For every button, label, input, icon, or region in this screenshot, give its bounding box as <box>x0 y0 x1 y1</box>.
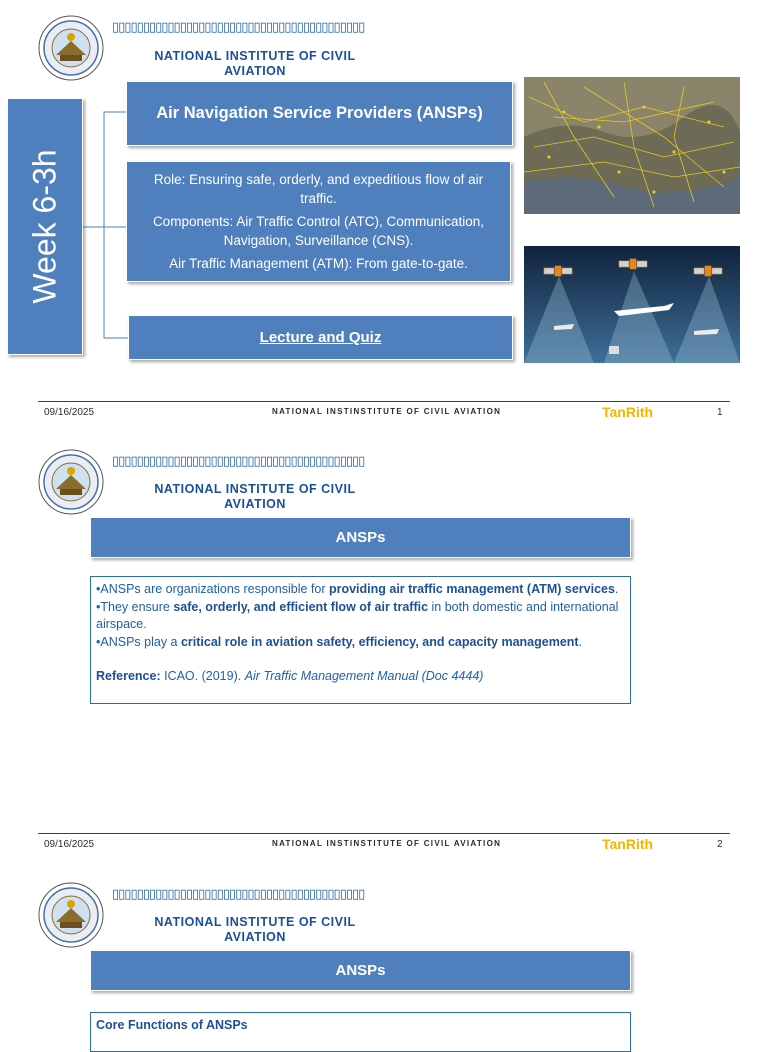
bullet-1: •ANSPs are organizations responsible for providing air traffic management (ATM) services. <box>96 582 619 596</box>
ansp-content-box <box>90 576 631 704</box>
air-traffic-map-image <box>524 77 740 214</box>
week-label-box <box>7 98 83 355</box>
khmer-title: ▯▯▯▯▯▯▯▯▯▯▯▯▯▯▯▯▯▯▯▯▯▯▯▯▯▯▯▯▯▯▯▯▯▯▯▯▯▯▯▯▯ <box>112 887 365 902</box>
footer-page-number: 2 <box>717 839 723 850</box>
reference: Reference: ICAO. (2019). Air Traffic Management Manual (Doc 4444) <box>96 669 484 683</box>
core-functions-heading: Core Functions of ANSPs <box>96 1018 248 1032</box>
institute-line-2: AVIATION <box>224 64 286 78</box>
lecture-quiz-box[interactable] <box>128 315 513 360</box>
slide-3 <box>0 866 768 1032</box>
bullet-2: •They ensure safe, orderly, and efficient flow of air traffic in both domestic and international airspace. <box>96 599 619 631</box>
slide-title: ANSPs <box>335 529 386 546</box>
bullet-3: •ANSPs play a critical role in aviation safety, efficiency, and capacity management. <box>96 634 583 649</box>
slide-1 <box>0 0 768 430</box>
institute-name <box>140 915 370 945</box>
ansp-title: Air Navigation Service Providers (ANSPs) <box>156 104 483 122</box>
khmer-title: ▯▯▯▯▯▯▯▯▯▯▯▯▯▯▯▯▯▯▯▯▯▯▯▯▯▯▯▯▯▯▯▯▯▯▯▯▯▯▯▯▯ <box>112 454 365 469</box>
footer-institute: NATIONAL INSTINSTITUTE OF CIVIL AVIATION <box>272 839 502 848</box>
institute-line-2: AVIATION <box>224 497 286 511</box>
slide-title: ANSPs <box>335 962 386 979</box>
institute-name <box>140 482 370 512</box>
footer-line <box>38 833 730 834</box>
detail-components: Components: Air Traffic Control (ATC), Communication, Navigation, Surveillance (CNS). <box>152 214 485 248</box>
slide-title-box <box>90 950 631 991</box>
satellite-cns-image <box>524 246 740 363</box>
institute-name <box>140 49 370 79</box>
footer-line <box>38 401 730 402</box>
role-details-box <box>126 161 511 282</box>
detail-atm: Air Traffic Management (ATM): From gate-to-gate. <box>169 256 468 271</box>
institute-logo <box>38 882 104 948</box>
institute-line-1: NATIONAL INSTITUTE OF CIVIL <box>154 482 356 496</box>
footer-date: 09/16/2025 <box>44 407 95 418</box>
core-functions-box <box>90 1012 631 1052</box>
detail-role: Role: Ensuring safe, orderly, and expeditious flow of air traffic. <box>153 172 484 206</box>
footer-date: 09/16/2025 <box>44 839 95 850</box>
week-label: Week 6-3h <box>26 149 63 304</box>
footer-author: TanRith <box>602 836 654 852</box>
slide-2 <box>0 433 768 863</box>
slide-title-box <box>90 517 631 558</box>
institute-line-2: AVIATION <box>224 930 286 944</box>
footer-author: TanRith <box>602 404 654 420</box>
institute-logo <box>38 449 104 515</box>
institute-logo <box>38 15 104 81</box>
ansp-title-box <box>126 81 513 146</box>
institute-line-1: NATIONAL INSTITUTE OF CIVIL <box>154 49 356 63</box>
khmer-title: ▯▯▯▯▯▯▯▯▯▯▯▯▯▯▯▯▯▯▯▯▯▯▯▯▯▯▯▯▯▯▯▯▯▯▯▯▯▯▯▯▯ <box>112 20 365 35</box>
footer-page-number: 1 <box>717 407 723 418</box>
lecture-quiz-link[interactable]: Lecture and Quiz <box>259 329 382 346</box>
footer-institute: NATIONAL INSTINSTITUTE OF CIVIL AVIATION <box>272 407 502 416</box>
org-connectors <box>80 110 130 340</box>
institute-line-1: NATIONAL INSTITUTE OF CIVIL <box>154 915 356 929</box>
